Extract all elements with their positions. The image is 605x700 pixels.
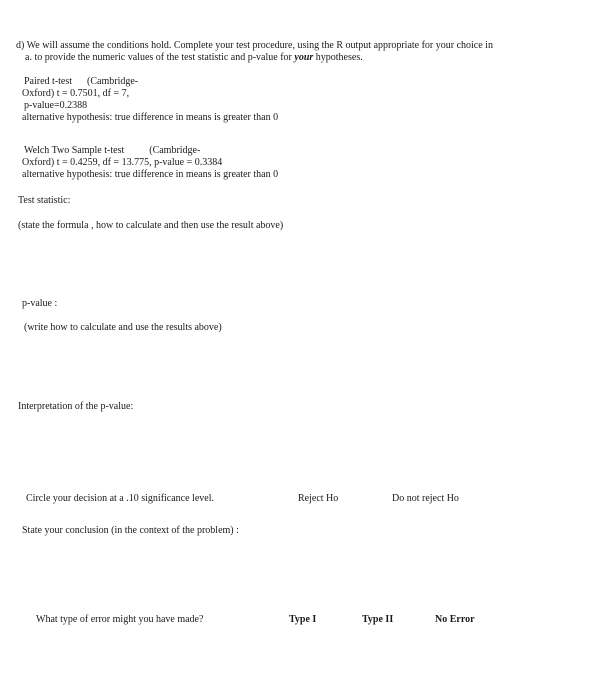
test-statistic-label: Test statistic: (18, 195, 71, 206)
paired-test-line-4: alternative hypothesis: true difference in means is greater than 0 (22, 112, 279, 123)
paired-test-line-1: Paired t-test (Cambridge- (24, 76, 139, 87)
type-2-error-option[interactable]: Type II (362, 614, 394, 625)
reject-ho-option[interactable]: Reject Ho (298, 493, 339, 504)
question-line-2-start: a. to provide the numeric values of the test statistic and p-value for (25, 52, 295, 63)
decision-prompt: Circle your decision at a .10 significance level. (26, 493, 214, 504)
conclusion-prompt: State your conclusion (in the context of the problem) : (22, 525, 239, 536)
question-line-1: d) We will assume the conditions hold. Complete your test procedure, using the R output appropriate for your choice in (16, 40, 493, 51)
type-1-error-option[interactable]: Type I (289, 614, 317, 625)
do-not-reject-ho-option[interactable]: Do not reject Ho (392, 493, 459, 504)
welch-test-line-3: alternative hypothesis: true difference in means is greater than 0 (22, 169, 279, 180)
question-line-2 (25, 52, 363, 64)
p-value-label: p-value : (22, 298, 58, 309)
question-emphasis: your (294, 52, 314, 63)
paired-test-line-2: Oxford) t = 0.7501, df = 7, (22, 88, 130, 99)
interpretation-label: Interpretation of the p-value: (18, 401, 134, 412)
welch-test-line-2: Oxford) t = 0.4259, df = 13.775, p-value = 0.3384 (22, 157, 223, 168)
p-value-instruction: (write how to calculate and use the results above) (24, 322, 222, 333)
error-type-prompt: What type of error might you have made? (36, 614, 204, 625)
question-line-2-end: hypotheses. (313, 52, 363, 63)
no-error-option[interactable]: No Error (435, 614, 475, 625)
test-statistic-instruction: (state the formula , how to calculate and then use the result above) (18, 220, 284, 231)
paired-test-line-3: p-value=0.2388 (24, 100, 88, 111)
welch-test-line-1: Welch Two Sample t-test (Cambridge- (24, 145, 201, 156)
